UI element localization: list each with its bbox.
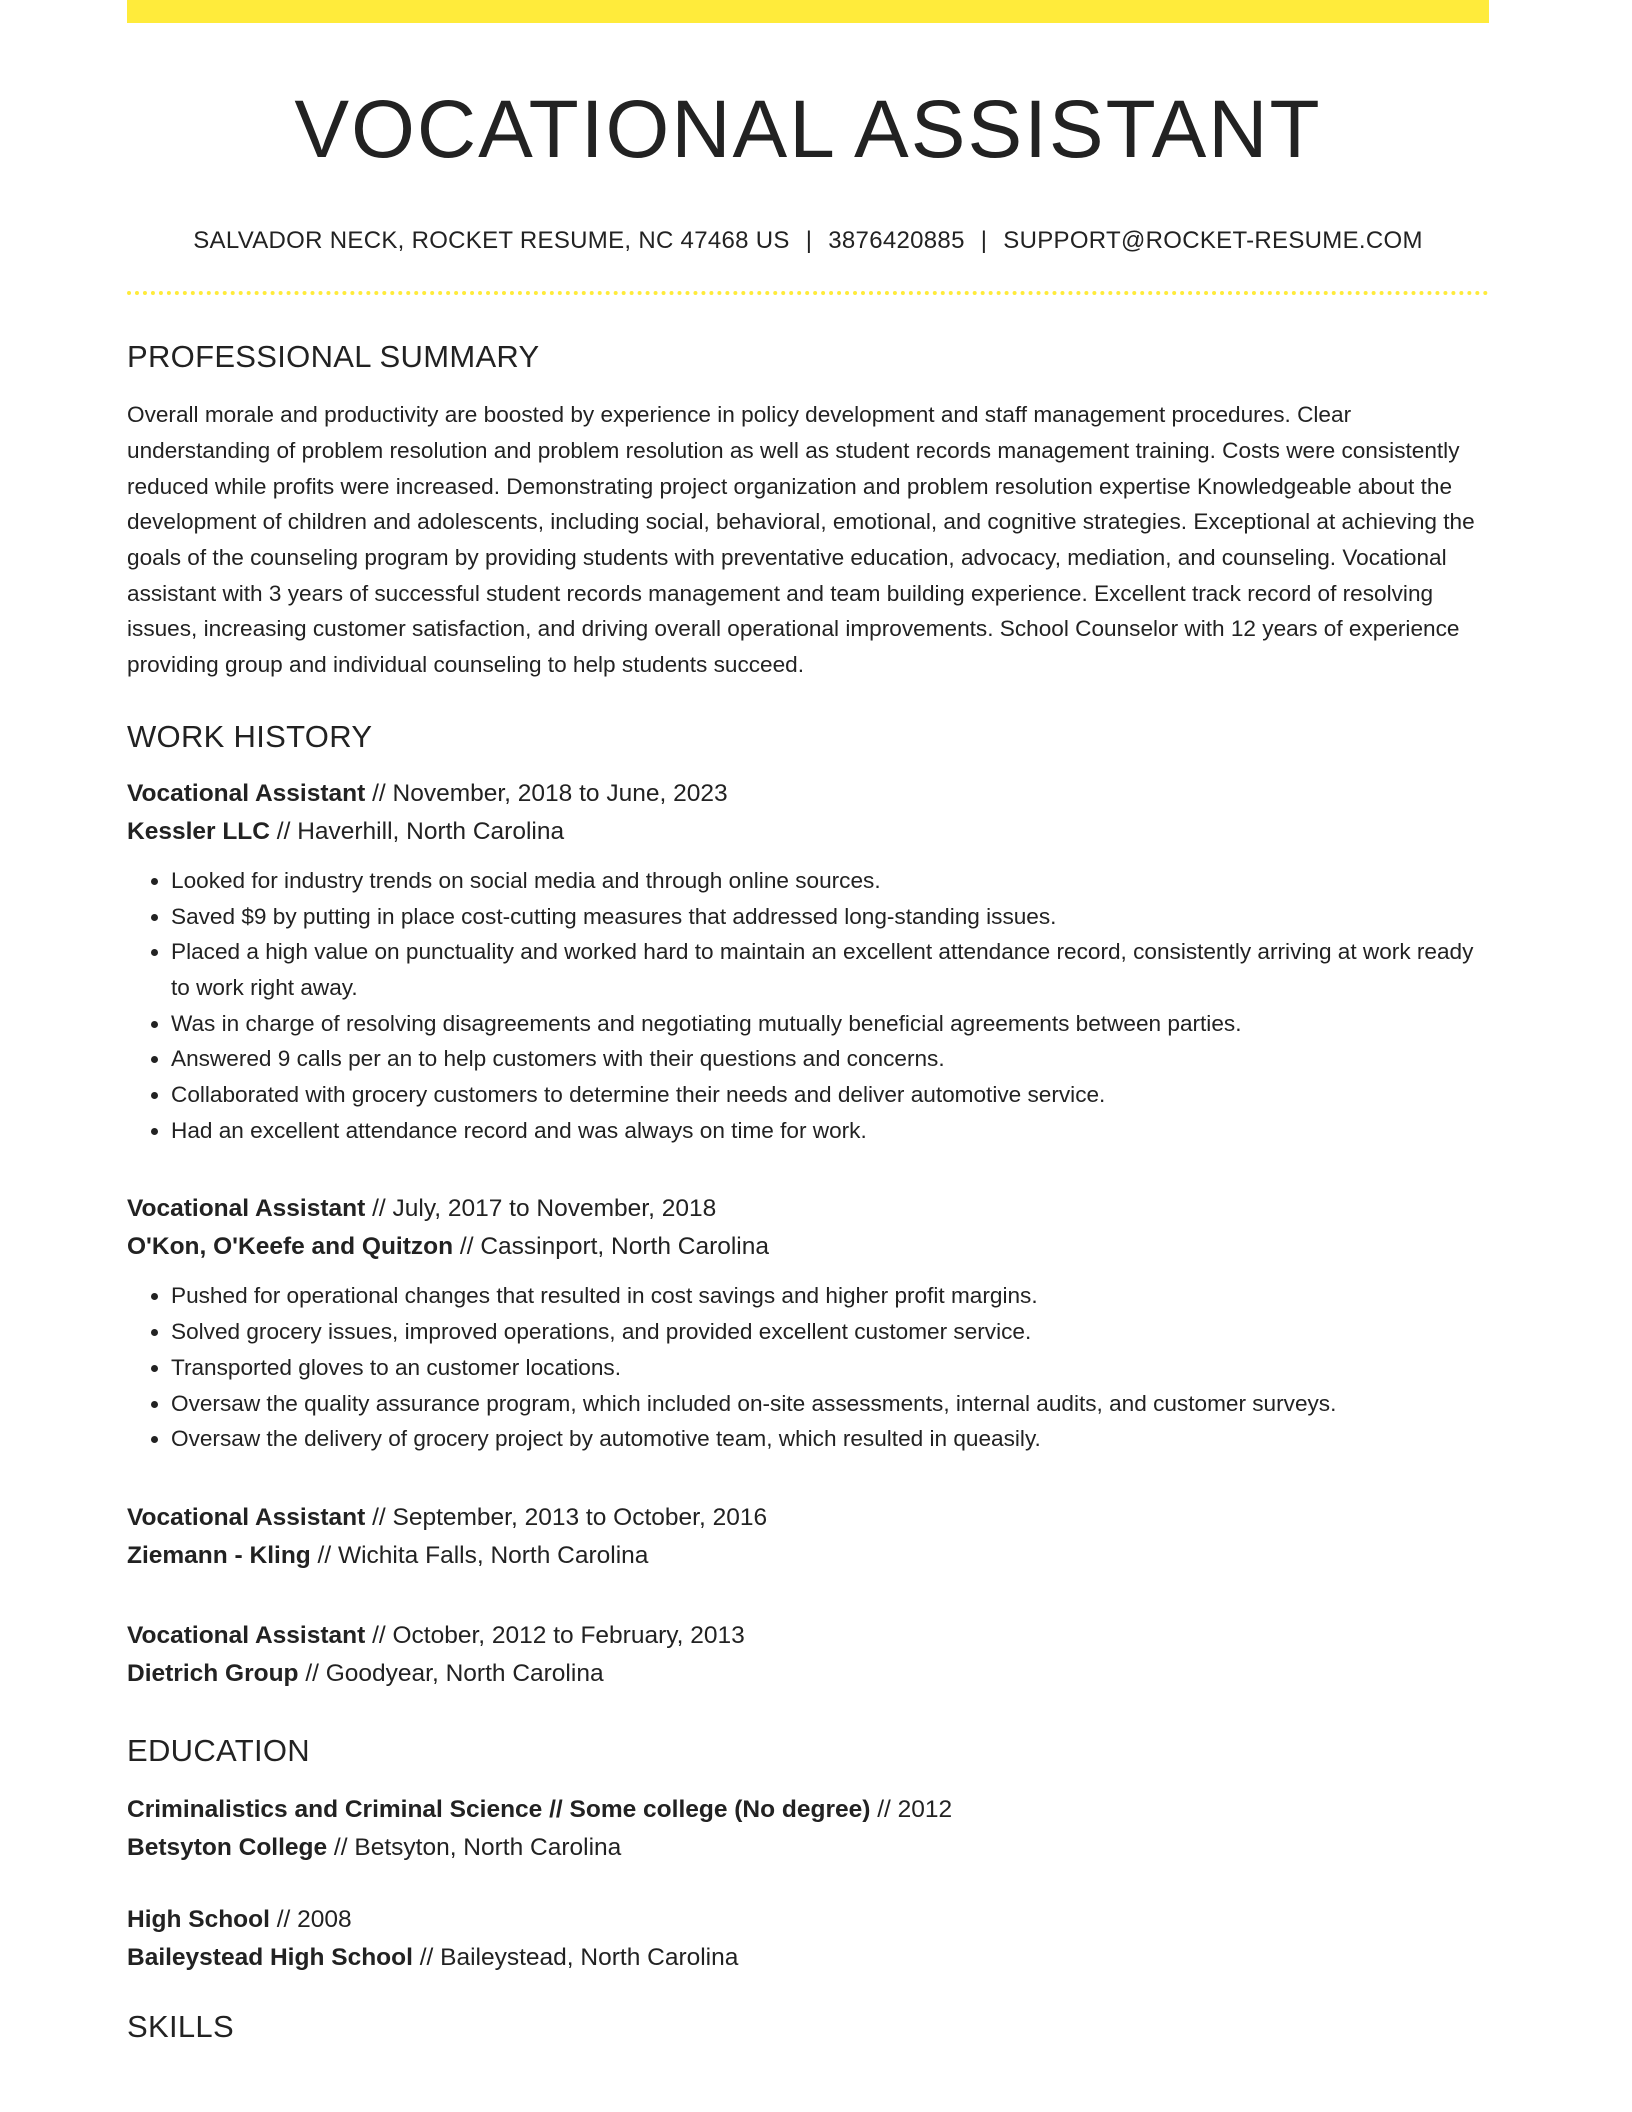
education-year: 2008: [297, 1905, 352, 1933]
education-location: Baileystead, North Carolina: [440, 1943, 739, 1971]
job-company-line: [127, 1537, 1489, 1575]
education-entry: [127, 1901, 1489, 1977]
job-bullet: • Transported gloves to an customer locations.: [171, 1350, 1489, 1386]
job-dates: November, 2018 to June, 2023: [392, 779, 728, 807]
contact-separator: |: [805, 227, 813, 255]
job-location: Haverhill, North Carolina: [297, 817, 565, 845]
education-degree: High School: [127, 1905, 270, 1933]
job-bullet: • Answered 9 calls per an to help customers with their questions and concerns.: [171, 1041, 1489, 1077]
field-separator: //: [269, 817, 298, 845]
summary-text: Overall morale and productivity are boosted by experience in policy development and staff management procedures. Clear understanding of problem resolution and problem resolution as well as student records management training. Costs were consistently reduced while profits were increased. Demonstrating project organization and problem resolution expertise Knowledgeable about the development of children and adolescents, including social, behavioral, emotional, and cognitive strategies. Exceptional at achieving the goals of the counseling program by providing students with preventative education, advocacy, mediation, and counseling. Vocational assistant with 3 years of successful student records management and team building experience. Excellent track record of resolving issues, increasing customer satisfaction, and driving overall operational improvements. School Counselor with 12 years of experience providing group and individual counseling to help students succeed.: [127, 402, 1475, 678]
field-separator: //: [453, 1233, 481, 1261]
job-bullet: • Pushed for operational changes that resulted in cost savings and higher profit margins.: [171, 1278, 1489, 1314]
job-entry: [127, 1617, 1489, 1693]
job-title: Vocational Assistant: [127, 779, 366, 807]
job-bullet: • Saved $9 by putting in place cost-cutting measures that addressed long-standing issues.: [171, 899, 1489, 935]
education-degree-line: [127, 1901, 1489, 1939]
job-bullet: • Oversaw the delivery of grocery project by automotive team, which resulted in queasily.: [171, 1421, 1489, 1457]
job-title-line: [127, 1190, 1489, 1228]
education-degree: Criminalistics and Criminal Science // Some college (No degree): [127, 1795, 871, 1823]
education-year: 2012: [897, 1795, 953, 1823]
accent-bar: [127, 0, 1489, 23]
field-separator: //: [298, 1659, 326, 1687]
job-title-line: [127, 775, 1489, 813]
education-school: Baileystead High School: [127, 1943, 413, 1971]
job-company-line: [127, 813, 1489, 851]
job-company-line: [127, 1655, 1489, 1693]
field-separator: //: [365, 1503, 393, 1531]
job-title-line: [127, 1499, 1489, 1537]
job-company: Dietrich Group: [127, 1659, 299, 1687]
job-location: Wichita Falls, North Carolina: [337, 1541, 649, 1569]
job-bullet: • Oversaw the quality assurance program, which included on-site assessments, internal audits, and customer surveys.: [171, 1386, 1489, 1422]
education-school-line: [127, 1939, 1489, 1977]
resume-name-heading: VOCATIONAL ASSISTANT: [294, 84, 1322, 175]
education-school: Betsyton College: [127, 1833, 328, 1861]
field-separator: //: [365, 779, 393, 807]
job-company-line: [127, 1228, 1489, 1266]
field-separator: //: [327, 1833, 355, 1861]
job-entry: [127, 1190, 1489, 1457]
job-bullet: • Placed a high value on punctuality and worked hard to maintain an excellent attendance record, consistently arriving at work ready to work right away.: [171, 934, 1489, 1005]
education-list: [127, 1791, 1489, 1977]
job-title: Vocational Assistant: [127, 1621, 366, 1649]
contact-phone[interactable]: 3876420885: [828, 227, 965, 255]
contact-address: SALVADOR NECK, ROCKET RESUME, NC 47468 US: [193, 227, 790, 255]
job-dates: July, 2017 to November, 2018: [392, 1195, 717, 1223]
field-separator: //: [310, 1541, 338, 1569]
field-separator: //: [412, 1943, 441, 1971]
education-entry: [127, 1791, 1489, 1867]
job-bullet-list: [127, 863, 1489, 1149]
section-title-work-history: WORK HISTORY: [127, 718, 373, 754]
job-title-line: [127, 1617, 1489, 1655]
job-company: O'Kon, O'Keefe and Quitzon: [127, 1233, 454, 1261]
field-separator: //: [365, 1621, 393, 1649]
job-bullet: • Was in charge of resolving disagreements and negotiating mutually beneficial agreements between parties.: [171, 1006, 1489, 1042]
job-bullet: • Collaborated with grocery customers to determine their needs and deliver automotive service.: [171, 1077, 1489, 1113]
job-title: Vocational Assistant: [127, 1503, 366, 1531]
job-dates: October, 2012 to February, 2013: [392, 1621, 745, 1649]
education-location: Betsyton, North Carolina: [354, 1833, 622, 1861]
job-dates: September, 2013 to October, 2016: [392, 1503, 768, 1531]
job-bullet: • Solved grocery issues, improved operations, and provided excellent customer service.: [171, 1314, 1489, 1350]
field-separator: //: [269, 1905, 298, 1933]
section-title-education: EDUCATION: [127, 1732, 310, 1768]
job-bullet: • Had an excellent attendance record and was always on time for work.: [171, 1113, 1489, 1149]
resume-page: [127, 0, 1489, 2045]
job-company: Kessler LLC: [127, 817, 270, 845]
contact-email[interactable]: SUPPORT@ROCKET-RESUME.COM: [1003, 227, 1423, 255]
field-separator: //: [870, 1795, 898, 1823]
dotted-divider: [127, 291, 1489, 295]
education-degree-line: [127, 1791, 1489, 1829]
job-location: Goodyear, North Carolina: [325, 1659, 604, 1687]
section-title-summary: PROFESSIONAL SUMMARY: [127, 339, 540, 375]
education-school-line: [127, 1829, 1489, 1867]
job-title: Vocational Assistant: [127, 1195, 366, 1223]
job-company: Ziemann - Kling: [127, 1541, 311, 1569]
job-bullet-list: [127, 1278, 1489, 1457]
job-entry: [127, 1499, 1489, 1575]
field-separator: //: [365, 1195, 393, 1223]
work-history-list: [127, 775, 1489, 1693]
section-title-skills: SKILLS: [127, 2008, 234, 2044]
job-location: Cassinport, North Carolina: [480, 1233, 769, 1261]
contact-separator: |: [980, 227, 988, 255]
job-entry: [127, 775, 1489, 1149]
contact-line: [127, 227, 1489, 255]
job-bullet: • Looked for industry trends on social media and through online sources.: [171, 863, 1489, 899]
